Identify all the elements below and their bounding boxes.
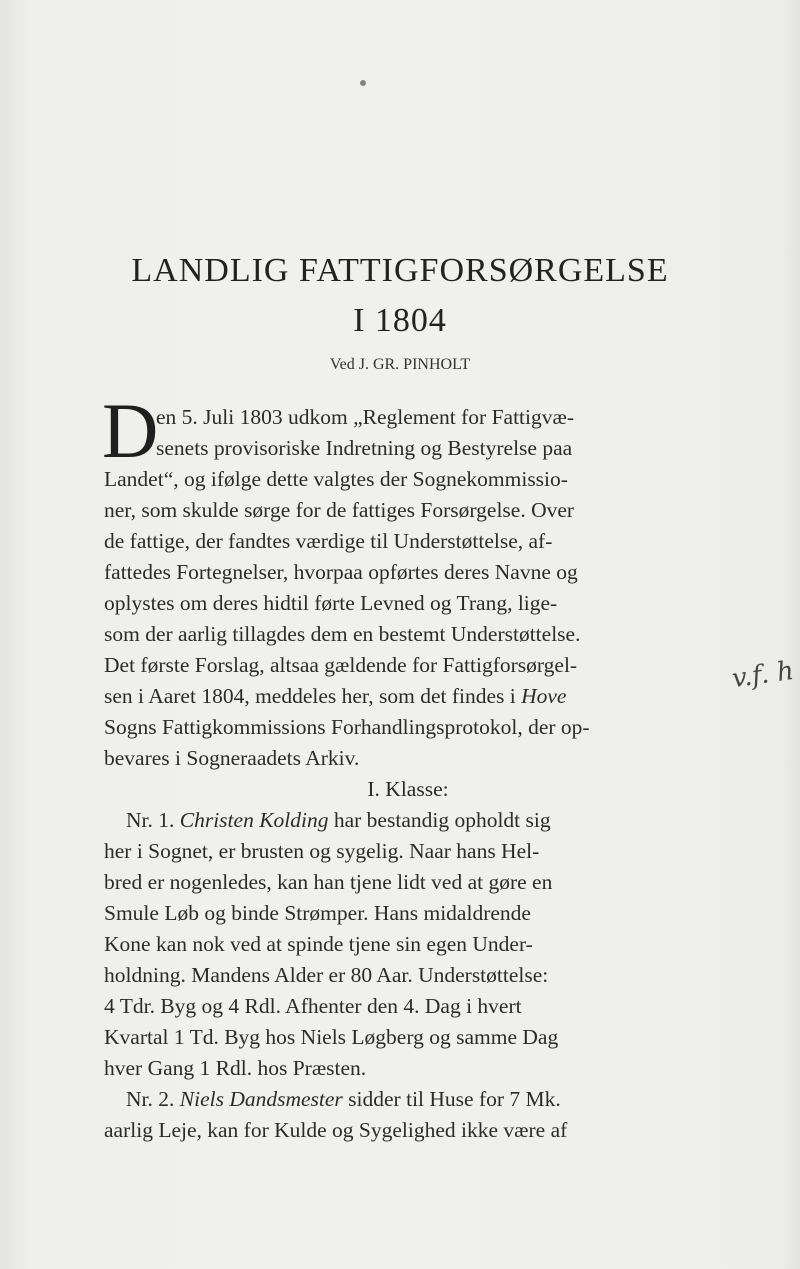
- place-name-hove: Hove: [521, 684, 567, 708]
- article-body: [104, 402, 712, 1146]
- body-line: bred er nogenledes, kan han tjene lidt ved at gøre en: [104, 870, 553, 894]
- ink-speck: [360, 80, 366, 86]
- body-line: Sogns Fattigkommissions Forhandlingsprotokol, der op-: [104, 715, 590, 739]
- handwritten-margin-note: v.f. h: [730, 655, 796, 695]
- body-line: 4 Tdr. Byg og 4 Rdl. Afhenter den 4. Dag i hvert: [104, 994, 522, 1018]
- person-name: Niels Dandsmester: [179, 1087, 343, 1111]
- body-line: hver Gang 1 Rdl. hos Præsten.: [104, 1056, 367, 1080]
- body-line: senets provisoriske Indretning og Bestyrelse paa: [156, 436, 573, 460]
- entry-nr2-first-line: [104, 1084, 712, 1115]
- author-byline: Ved J. GR. PINHOLT: [329, 356, 471, 373]
- entry-number: Nr. 1.: [126, 808, 180, 832]
- class-heading: I. Klasse:: [367, 777, 449, 801]
- body-line: Landet“, og ifølge dette valgtes der Sognekommissio-: [104, 467, 568, 491]
- body-line: aarlig Leje, kan for Kulde og Sygelighed ikke være af: [104, 1118, 568, 1142]
- article-year: I 1804: [353, 302, 447, 339]
- body-text: har bestandig opholdt sig: [328, 808, 551, 832]
- body-line: Smule Løb og binde Strømper. Hans midaldrende: [104, 901, 531, 925]
- body-line: holdning. Mandens Alder er 80 Aar. Understøttelse:: [104, 963, 549, 987]
- body-line: bevares i Sogneraadets Arkiv.: [104, 746, 360, 770]
- body-line: [104, 681, 712, 712]
- body-line: Det første Forslag, altsaa gældende for Fattigforsørgel-: [104, 653, 578, 677]
- body-line: ner, som skulde sørge for de fattiges Forsørgelse. Over: [104, 498, 575, 522]
- article-title: LANDLIG FATTIGFORSØRGELSE: [131, 252, 669, 289]
- body-text: sidder til Huse for 7 Mk.: [342, 1087, 561, 1111]
- body-line: som der aarlig tillagdes dem en bestemt Understøttelse.: [104, 622, 581, 646]
- entry-nr1-first-line: [104, 805, 712, 836]
- body-line: fattedes Fortegnelser, hvorpaa opførtes deres Navne og: [104, 560, 578, 584]
- body-line: en 5. Juli 1803 udkom „Reglement for Fattigvæ-: [156, 405, 575, 429]
- entry-number: Nr. 2.: [126, 1087, 180, 1111]
- body-line: her i Sognet, er brusten og sygelig. Naar hans Hel-: [104, 839, 540, 863]
- drop-cap: D: [102, 387, 159, 474]
- body-line: oplystes om deres hidtil førte Levned og Trang, lige-: [104, 591, 558, 615]
- body-line: Kone kan nok ved at spinde tjene sin egen Under-: [104, 932, 533, 956]
- body-line: de fattige, der fandtes værdige til Understøttelse, af-: [104, 529, 553, 553]
- body-text: sen i Aaret 1804, meddeles her, som det findes i: [104, 684, 522, 708]
- person-name: Christen Kolding: [179, 808, 329, 832]
- body-line: Kvartal 1 Td. Byg hos Niels Løgberg og samme Dag: [104, 1025, 559, 1049]
